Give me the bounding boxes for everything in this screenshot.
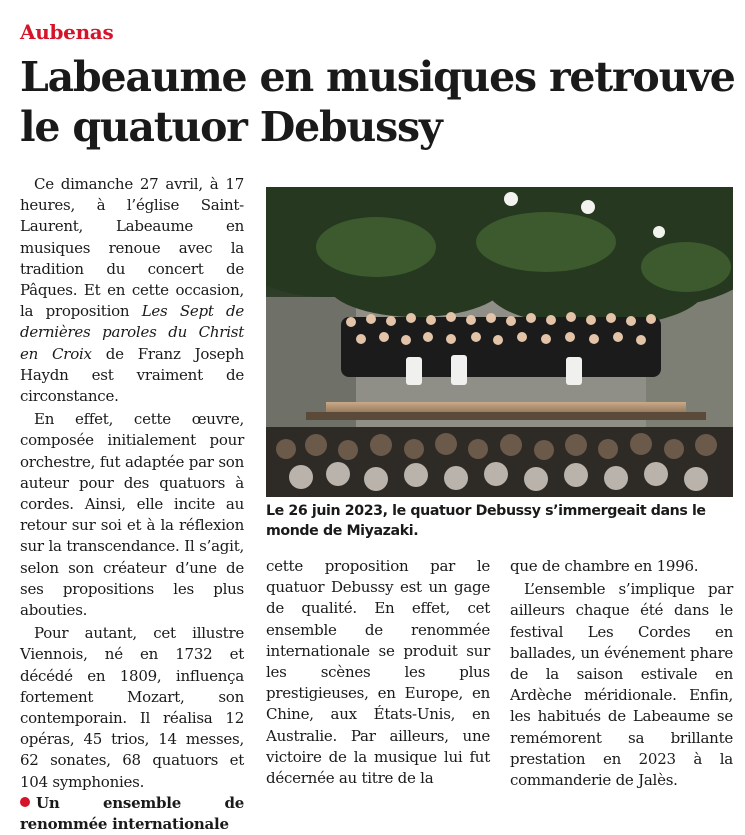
article-column-2 (266, 556, 490, 789)
paragraph: Ce dimanche 27 avril, à 17 heures, à l’église Saint-Laurent, Labeaume en musiques renoue avec la tradition du concert de Pâques. Et en cette occasion, la proposition Les Sept de dernières paroles du Christ en Croix de Franz Joseph Haydn est vraiment de circonstance. (20, 175, 244, 406)
article-column-3 (510, 556, 733, 791)
paragraph: L’ensemble s’implique par ailleurs chaque été dans le festival Les Cordes en ballades, un événement phare de la saison estivale en Ardèche méridionale. Enfin, les habitués de Labeaume se remémorent sa brillante prestation en 2023 à la commanderie de Jalès. (510, 580, 733, 790)
paragraph: cette proposition par le quatuor Debussy est un gage de qualité. En effet, cet ensemble de renommée internationale se produit sur les scènes les plus prestigieuses, en Europe, en Chine, aux États-Unis, en Australie. Par ailleurs, une victoire de la musique lui fut décernée au titre de la (266, 557, 490, 788)
paragraph: que de chambre en 1996. (510, 557, 699, 575)
paragraph: En effet, cette œuvre, composée initialement pour orchestre, fut adaptée par son auteur pour des quatuors à cordes. Ainsi, elle incite au retour sur soi et à la réflexion sur la transcendance. Il s’agit, selon son créateur d’une de ses propositions les plus abouties. (20, 410, 244, 620)
bullet-icon (20, 797, 30, 807)
article-photo (266, 187, 733, 497)
section-kicker: Aubenas (20, 20, 114, 44)
photo-caption: Le 26 juin 2023, le quatuor Debussy s’immergeait dans le monde de Miyazaki. (266, 503, 706, 539)
paragraph: Pour autant, cet illustre Viennois, né en 1732 et décédé en 1809, influença fortement Mozart, son contemporain. Il réalisa 12 opéras, 45 trios, 14 messes, 62 sonates, 68 quatuors et 104 symphonies. (20, 624, 244, 791)
subheading: Un ensemble de renommée internationale (20, 793, 244, 833)
article-column-1 (20, 174, 244, 835)
concert-photo-illustration (266, 187, 733, 497)
article-headline: Labeaume en musiques retrouve le quatuor Debussy (20, 53, 735, 151)
